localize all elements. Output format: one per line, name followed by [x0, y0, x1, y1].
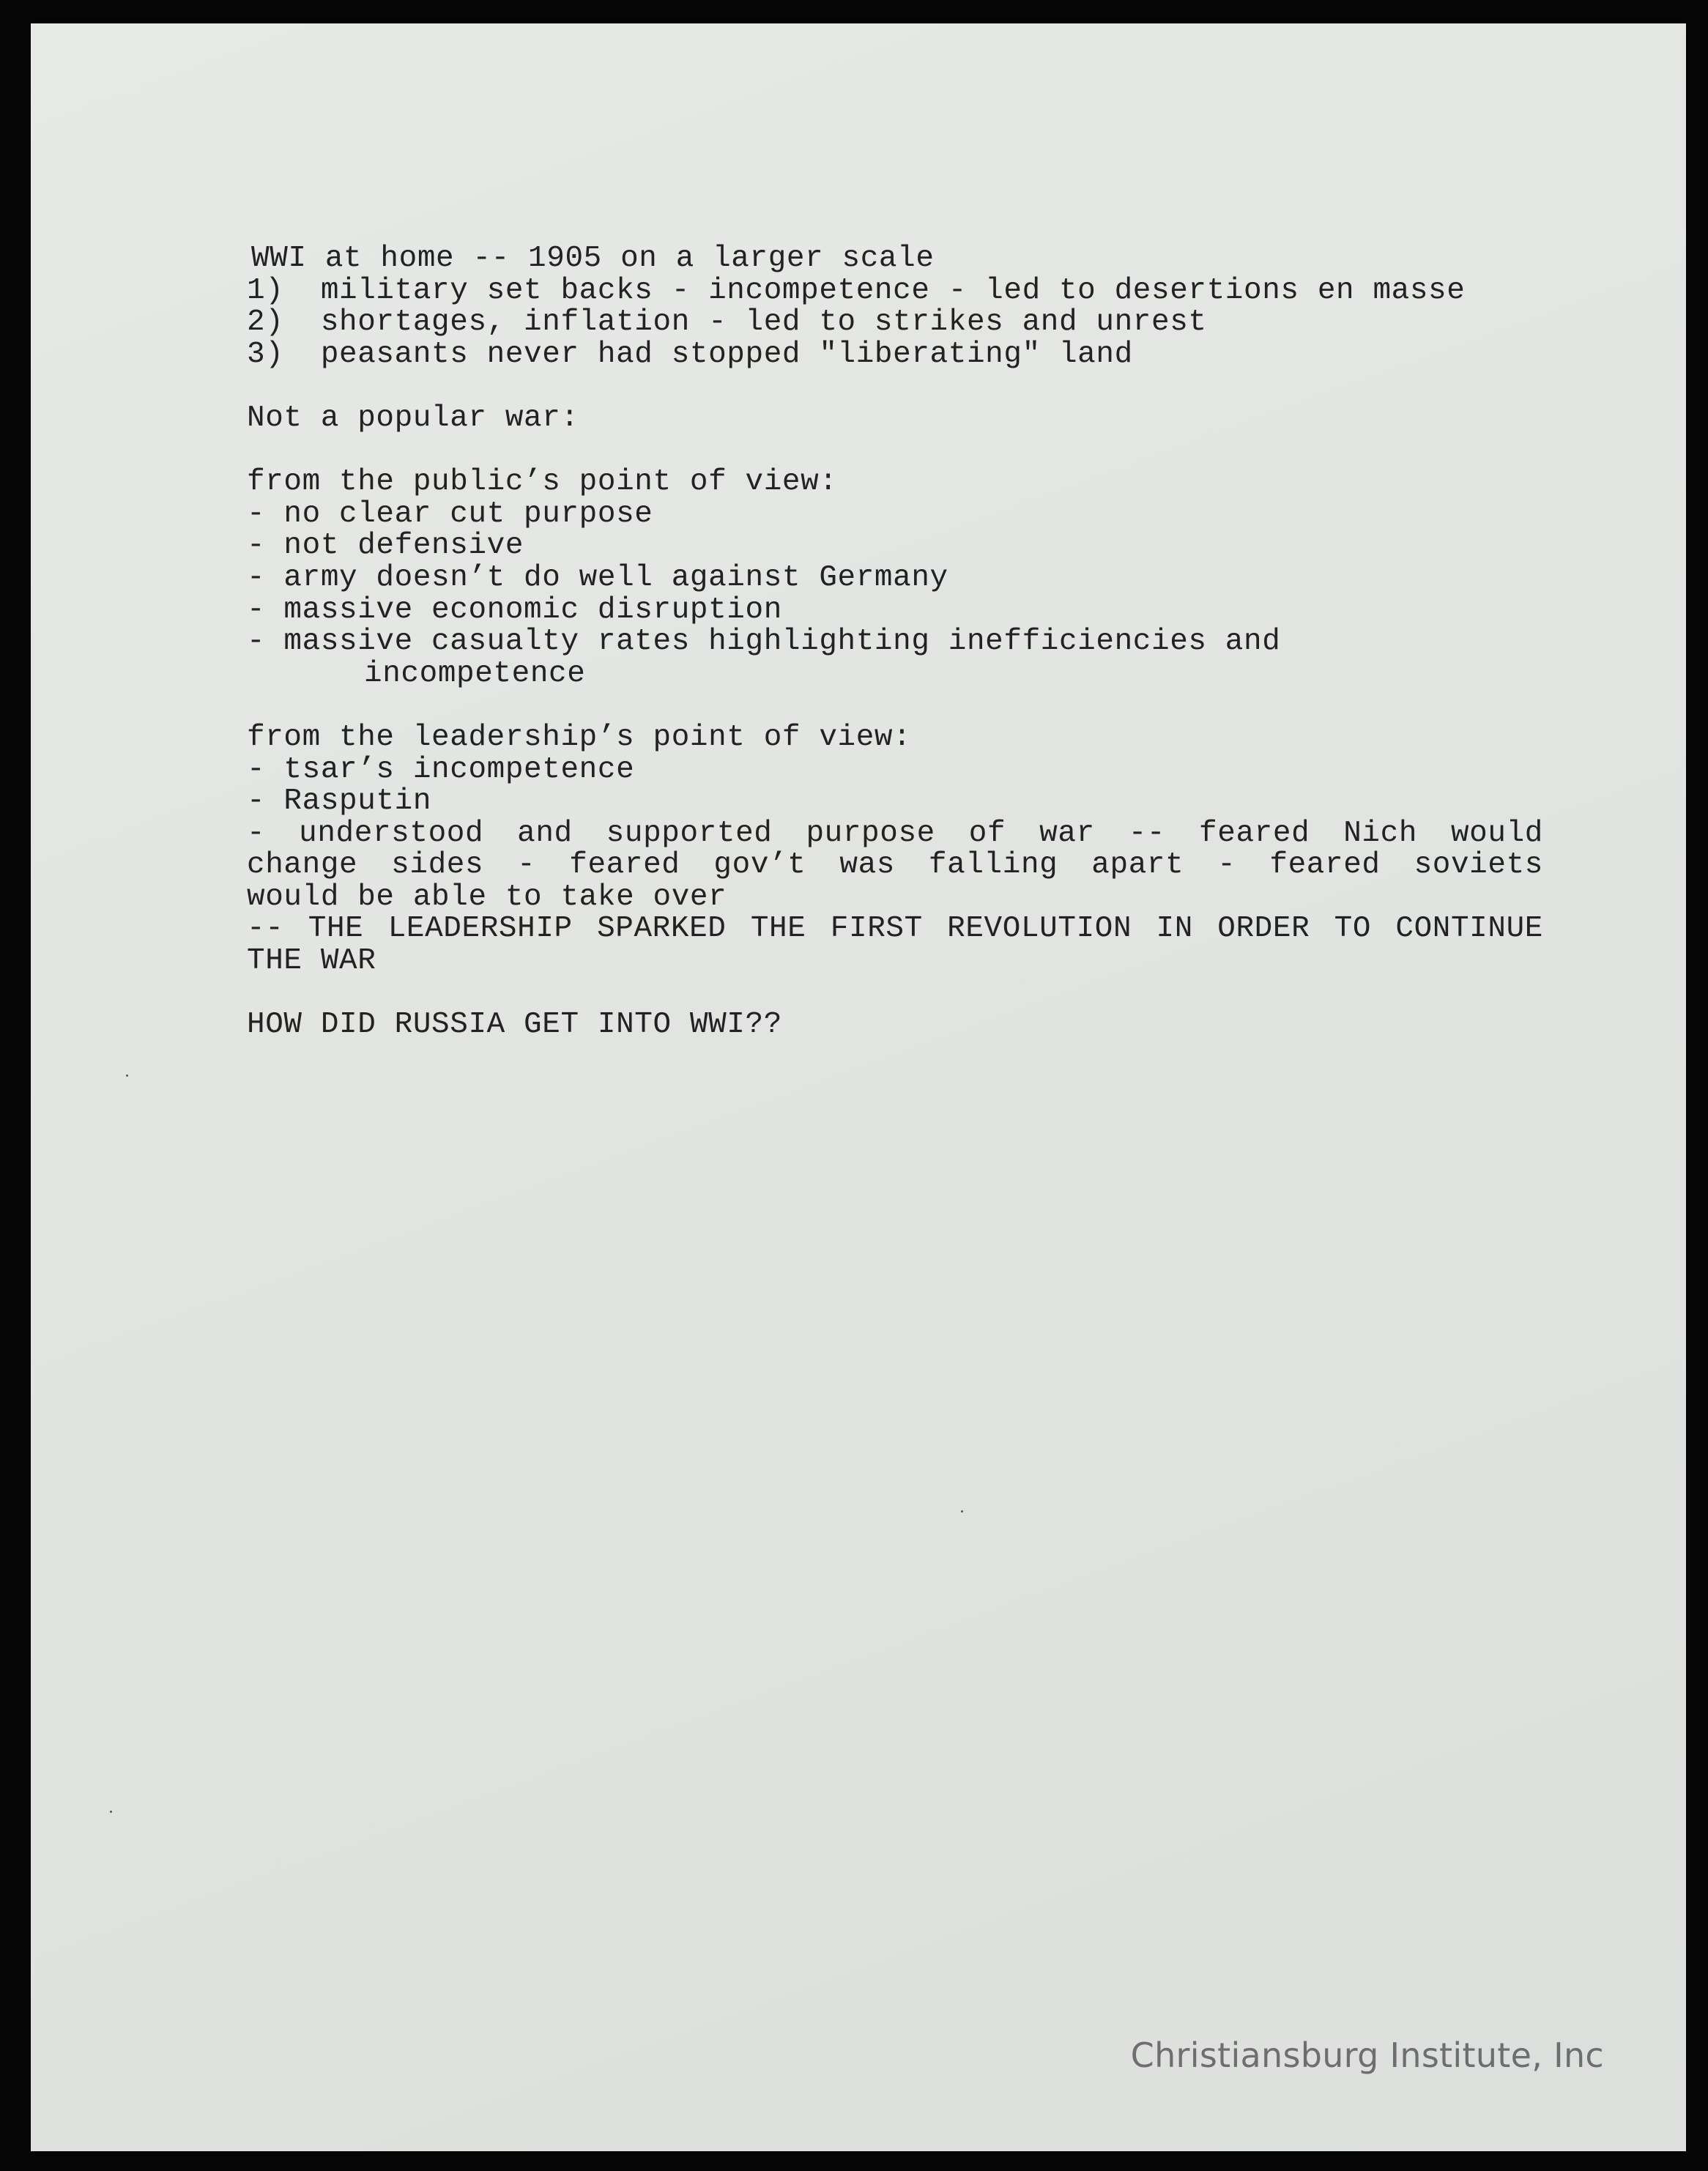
bullet-item: - tsar’s incompetence	[247, 752, 635, 787]
bullet-continuation: incompetence	[364, 656, 586, 691]
paragraph-line: would be able to take over	[247, 880, 727, 914]
blank-line	[247, 371, 1565, 403]
paper-sheet	[31, 23, 1686, 2151]
bullet-item: - massive economic disruption	[247, 593, 782, 627]
paper-speck	[961, 1510, 963, 1513]
bullet-item: - not defensive	[247, 529, 524, 563]
numbered-item: 2) shortages, inflation - led to strikes and unrest	[247, 305, 1207, 340]
bullet-item: - Rasputin	[247, 784, 432, 819]
subsection-heading: from the leadership’s point of view:	[247, 720, 912, 754]
blank-line	[247, 978, 1565, 1010]
numbered-item: 1) military set backs - incompetence - led to desertions en masse	[247, 273, 1466, 308]
paper-speck	[110, 1811, 112, 1813]
paper-speck	[126, 1075, 128, 1077]
typed-notes	[247, 243, 1565, 1042]
subsection-heading: from the public’s point of view:	[247, 465, 838, 500]
section-heading: Not a popular war:	[247, 401, 579, 435]
paragraph-line: - understood and supported purpose of war -- feared Nich would	[247, 816, 1543, 850]
blank-line	[247, 435, 1565, 467]
caps-statement-line: THE WAR	[247, 944, 376, 979]
blank-line	[247, 690, 1565, 722]
caps-statement-line: -- THE LEADERSHIP SPARKED THE FIRST REVOLUTION IN ORDER TO CONTINUE	[247, 912, 1543, 946]
numbered-item: 3) peasants never had stopped "liberating" land	[247, 337, 1133, 371]
watermark-text: Christiansburg Institute, Inc	[1130, 2035, 1604, 2075]
paragraph-line: change sides - feared gov’t was falling apart - feared soviets	[247, 848, 1543, 883]
bullet-item: - massive casualty rates highlighting inefficiencies and	[247, 625, 1281, 659]
heading-line: WWI at home -- 1905 on a larger scale	[251, 242, 935, 275]
bullet-item: - army doesn’t do well against Germany	[247, 560, 948, 595]
bullet-item: - no clear cut purpose	[247, 497, 653, 531]
closing-question: HOW DID RUSSIA GET INTO WWI??	[247, 1008, 782, 1042]
